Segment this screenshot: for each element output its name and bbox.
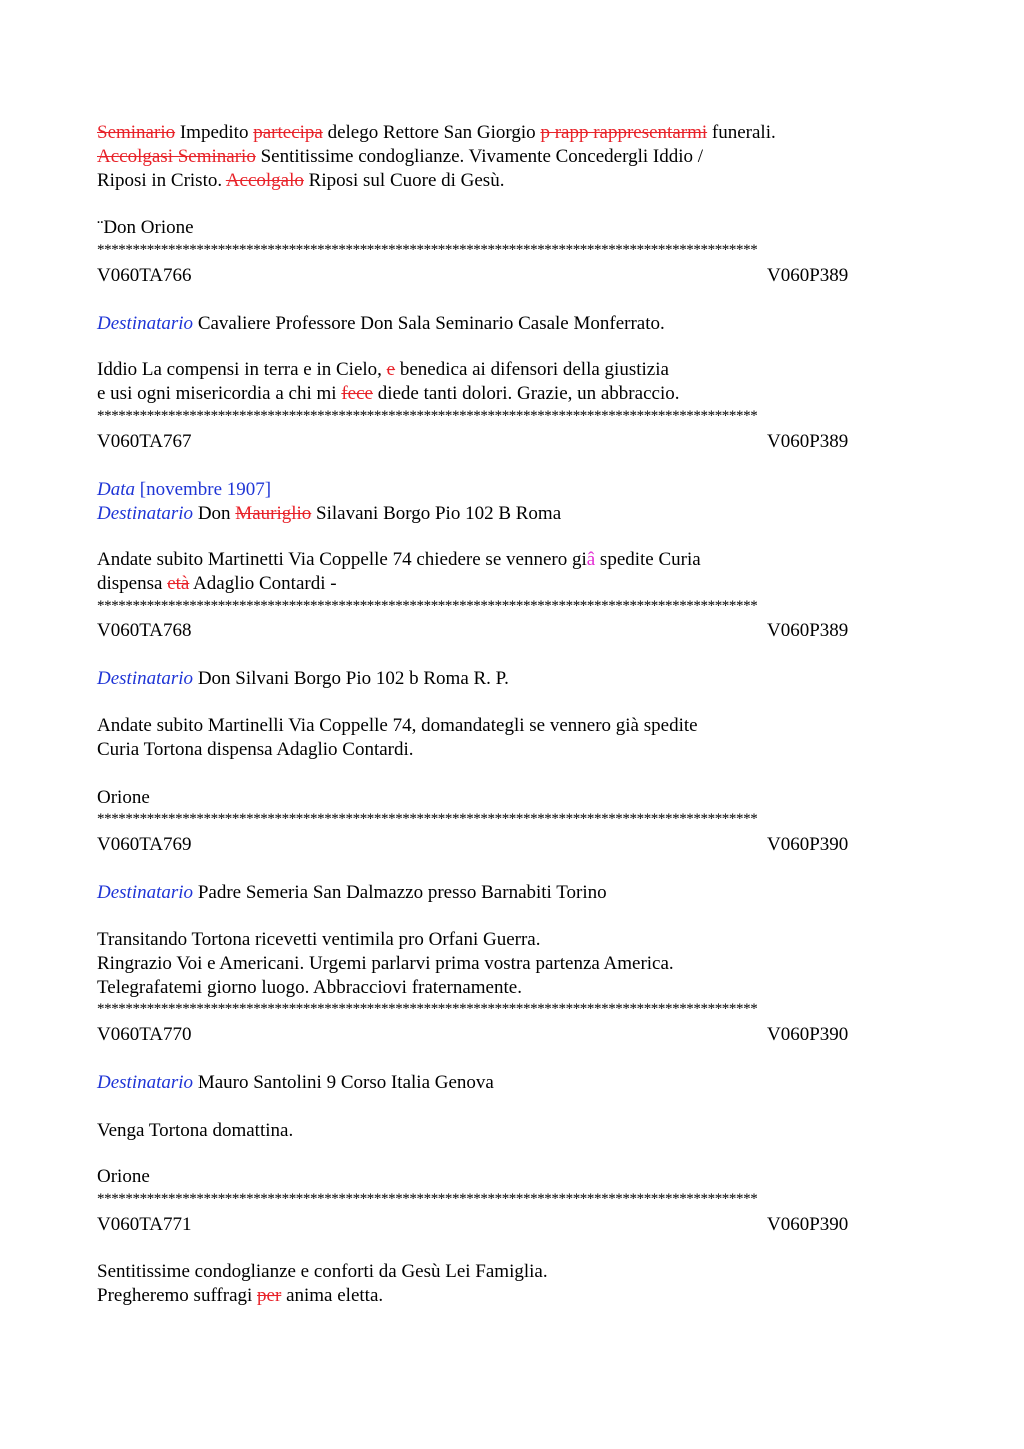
page-reference: V060P390 <box>767 1024 849 1045</box>
entry-code: V060TA766 <box>97 265 192 286</box>
recipient-line <box>97 881 607 905</box>
text: delego Rettore San Giorgio <box>322 122 541 143</box>
recipient-text: Mauro Santolini 9 Corso Italia Genova <box>193 1072 494 1093</box>
recipient-label: Destinatario <box>97 1072 194 1093</box>
text: Don <box>193 503 236 524</box>
corrected-text: â <box>586 549 596 570</box>
deleted-text: Accolgalo <box>225 170 304 191</box>
text: Riposi sul Cuore di Gesù. <box>303 170 505 191</box>
recipient-label: Destinatario <box>97 668 194 689</box>
body-line <box>97 572 337 596</box>
recipient-line <box>97 312 665 336</box>
deleted-text: e <box>386 359 396 380</box>
page-reference: V060P390 <box>767 1214 849 1235</box>
body-line <box>97 1284 383 1308</box>
entry-code: V060TA770 <box>97 1024 192 1045</box>
text: funerali. <box>707 122 776 143</box>
intro-line-3 <box>97 169 504 193</box>
separator: ********************************************************************************************* <box>97 1192 758 1206</box>
body-line: Transitando Tortona ricevetti ventimila pro Orfani Guerra. <box>97 929 541 950</box>
page-reference: V060P389 <box>767 620 849 641</box>
signature: ¨Don Orione <box>97 217 194 238</box>
entry-code: V060TA769 <box>97 834 192 855</box>
recipient-text: Cavaliere Professore Don Sala Seminario Casale Monferrato. <box>193 313 665 334</box>
recipient-line <box>97 667 509 691</box>
intro-line-1 <box>97 121 776 145</box>
separator: ********************************************************************************************* <box>97 409 758 423</box>
body-line: Andate subito Martinelli Via Coppelle 74, domandategli se vennero già spedite <box>97 715 698 736</box>
body-line <box>97 358 669 382</box>
recipient-text: Padre Semeria San Dalmazzo presso Barnabiti Torino <box>193 882 607 903</box>
separator: ********************************************************************************************* <box>97 599 758 613</box>
text: Sentitissime condoglianze. Vivamente Concedergli Iddio / <box>255 146 704 167</box>
entry-code: V060TA767 <box>97 431 192 452</box>
date-value: [novembre 1907] <box>139 479 272 500</box>
deleted-text: p rapp rappresentarmi <box>540 122 708 143</box>
deleted-text: fece <box>341 383 373 404</box>
deleted-text: Seminario <box>97 122 176 143</box>
text: Iddio La compensi in terra e in Cielo, <box>97 359 387 380</box>
body-line: Sentitissime condoglianze e conforti da Gesù Lei Famiglia. <box>97 1261 548 1282</box>
body-line: Telegrafatemi giorno luogo. Abbracciovi fraternamente. <box>97 977 522 998</box>
intro-line-2 <box>97 145 703 169</box>
text: e usi ogni misericordia a chi mi <box>97 383 342 404</box>
text: Adaglio Contardi - <box>189 573 337 594</box>
body-line <box>97 548 701 572</box>
separator: ********************************************************************************************* <box>97 812 758 826</box>
recipient-label: Destinatario <box>97 882 194 903</box>
deleted-text: età <box>167 573 190 594</box>
text: Pregheremo suffragi <box>97 1285 258 1306</box>
entry-code: V060TA771 <box>97 1214 192 1235</box>
deleted-text: per <box>257 1285 282 1306</box>
text: benedica ai difensori della giustizia <box>395 359 669 380</box>
body-line: Venga Tortona domattina. <box>97 1120 294 1141</box>
signature: Orione <box>97 787 150 808</box>
recipient-text: Don Silvani Borgo Pio 102 b Roma R. P. <box>193 668 509 689</box>
body-line: Curia Tortona dispensa Adaglio Contardi. <box>97 739 414 760</box>
page-reference: V060P389 <box>767 265 849 286</box>
text: Riposi in Cristo. <box>97 170 226 191</box>
recipient-label: Destinatario <box>97 313 194 334</box>
separator: ********************************************************************************************* <box>97 1002 758 1016</box>
page-reference: V060P390 <box>767 834 849 855</box>
text: Andate subito Martinetti Via Coppelle 74 chiedere se vennero gi <box>97 549 587 570</box>
text: Impedito <box>175 122 254 143</box>
body-line <box>97 382 679 406</box>
entry-code: V060TA768 <box>97 620 192 641</box>
deleted-text: partecipa <box>253 122 323 143</box>
text: dispensa <box>97 573 168 594</box>
deleted-text: Mauriglio <box>235 503 312 524</box>
text: spedite Curia <box>595 549 701 570</box>
recipient-line <box>97 1071 494 1095</box>
recipient-line <box>97 502 561 526</box>
date-line <box>97 478 271 502</box>
text: Silavani Borgo Pio 102 B Roma <box>311 503 562 524</box>
date-label: Data <box>97 479 135 500</box>
recipient-label: Destinatario <box>97 503 194 524</box>
page-reference: V060P389 <box>767 431 849 452</box>
signature: Orione <box>97 1166 150 1187</box>
text: anima eletta. <box>281 1285 384 1306</box>
separator: ********************************************************************************************* <box>97 243 758 257</box>
text: diede tanti dolori. Grazie, un abbraccio. <box>372 383 680 404</box>
deleted-text: Accolgasi Seminario <box>97 146 256 167</box>
body-line: Ringrazio Voi e Americani. Urgemi parlarvi prima vostra partenza America. <box>97 953 674 974</box>
